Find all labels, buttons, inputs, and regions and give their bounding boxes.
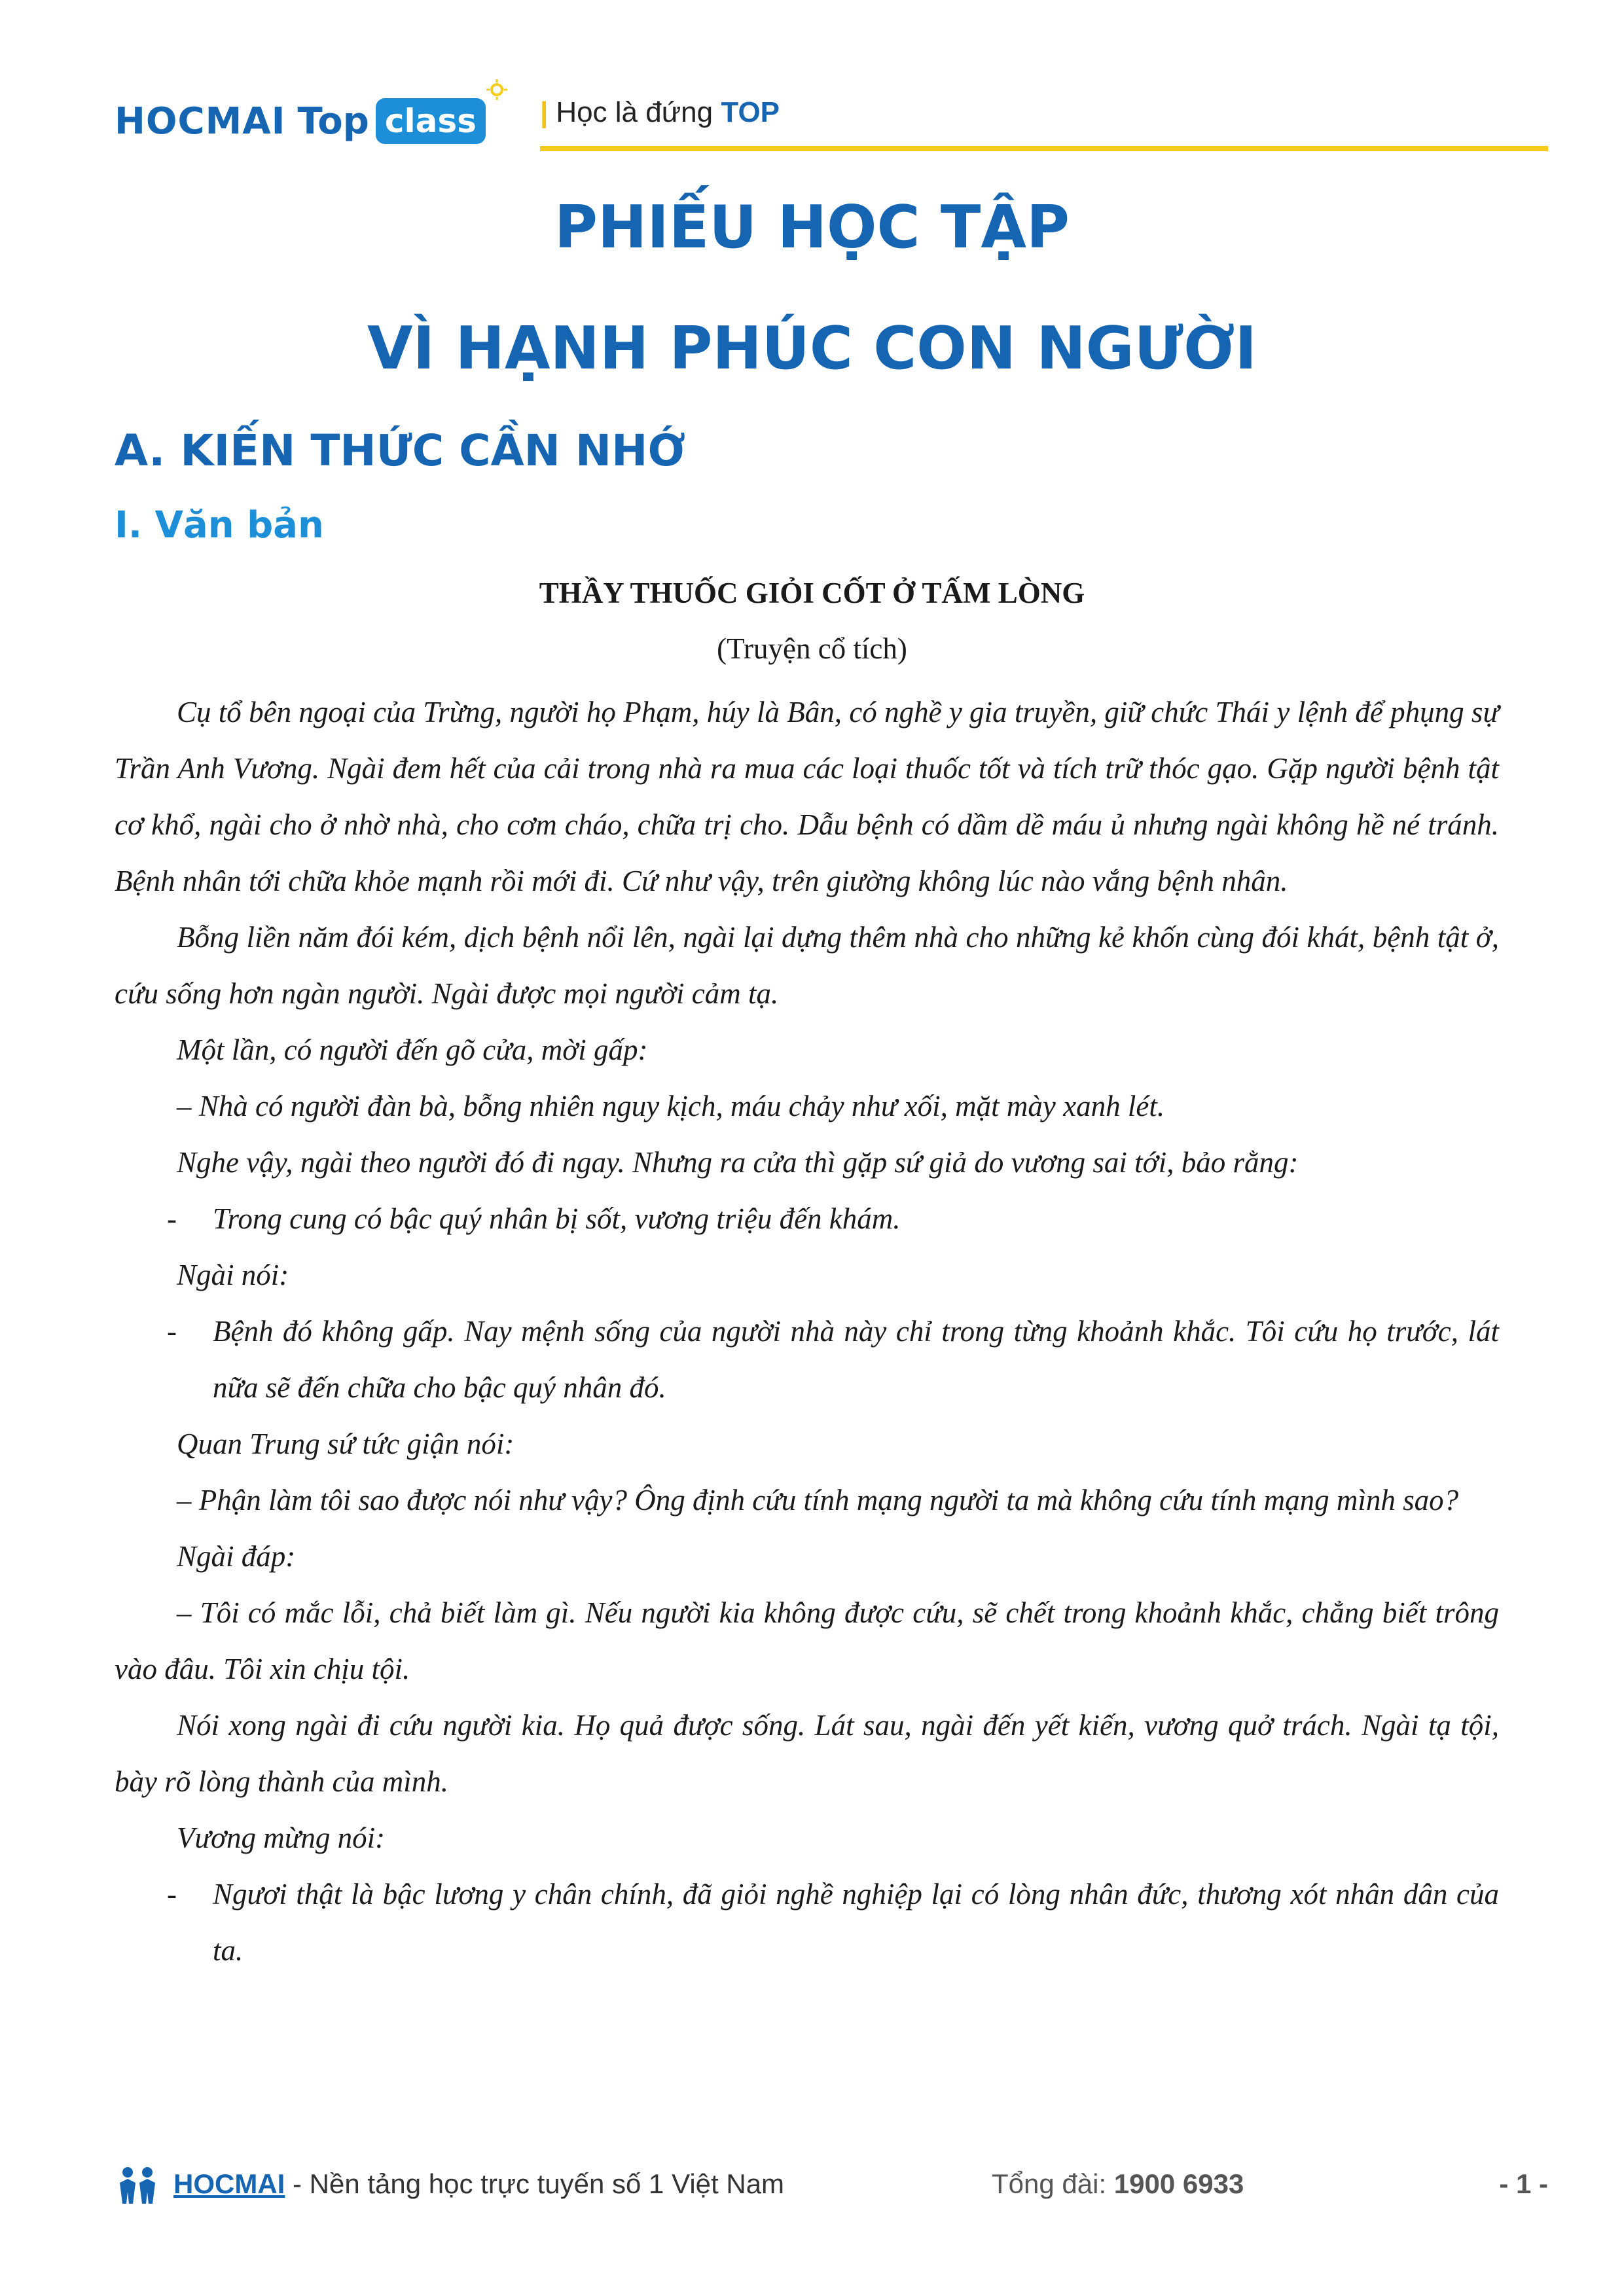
- story-paragraph: [115, 1472, 1499, 1528]
- hotline-number: 1900 6933: [1113, 2168, 1244, 2199]
- line-text: Nói xong ngài đi cứu người kia. Họ quả được sống. Lát sau, ngài đến yết kiến, vương quở trách. Ngài tạ tội, bày rõ lòng thành của mình.: [115, 1709, 1499, 1798]
- header-tagline: | Học là đứng TOP: [540, 96, 780, 128]
- dash-marker: -: [167, 1315, 177, 1348]
- story-paragraph: [115, 1585, 1499, 1697]
- dash-marker: -: [167, 1202, 177, 1235]
- line-text: Một lần, có người đến gõ cửa, mời gấp:: [177, 1033, 648, 1066]
- logo-class-badge: [376, 98, 486, 144]
- page-number: - 1 -: [1499, 2168, 1548, 2199]
- dialogue-line: [115, 1191, 1499, 1247]
- story-paragraph: [115, 1134, 1499, 1191]
- subsection-heading-i: I. Văn bản: [115, 504, 324, 547]
- line-text: – Nhà có người đàn bà, bỗng nhiên nguy kịch, máu chảy như xối, mặt mày xanh lét.: [177, 1090, 1165, 1122]
- tagline-accent: TOP: [721, 96, 780, 128]
- line-text: Vương mừng nói:: [177, 1821, 386, 1854]
- logo-top-text: Top: [297, 99, 369, 143]
- line-text: – Tôi có mắc lỗi, chả biết làm gì. Nếu người kia không được cứu, sẽ chết trong khoảnh khắc, chẳng biết trông vào đâu. Tôi xin chịu tội.: [115, 1596, 1499, 1685]
- story-genre: (Truyện cổ tích): [717, 632, 907, 665]
- story-paragraph: [115, 1528, 1499, 1585]
- dialogue-line: [115, 1303, 1499, 1416]
- hocmai-people-icon: [115, 2163, 160, 2209]
- logo-class-text: class: [384, 102, 477, 140]
- line-text: – Phận làm tôi sao được nói như vậy? Ông định cứu tính mạng người ta mà không cứu tính mạng mình sao?: [177, 1484, 1459, 1516]
- line-text: Ngươi thật là bậc lương y chân chính, đã giỏi nghề nghiệp lại có lòng nhân đức, thương xót nhân dân của ta.: [213, 1878, 1499, 1967]
- footer-slogan: - Nền tảng học trực tuyến số 1 Việt Nam: [285, 2168, 785, 2199]
- hocmai-topclass-logo: [115, 95, 486, 147]
- story-paragraph: [115, 1697, 1499, 1810]
- dash-marker: -: [167, 1878, 177, 1910]
- section-heading-a: A. KIẾN THỨC CẦN NHỚ: [115, 425, 686, 476]
- line-text: Ngài nói:: [177, 1259, 289, 1291]
- story-body: [115, 684, 1499, 1979]
- worksheet-subtitle: VÌ HẠNH PHÚC CON NGƯỜI: [367, 314, 1257, 383]
- header-divider: [540, 146, 1548, 151]
- tagline-text: Học là đứng: [556, 96, 713, 128]
- page-header: [115, 69, 1548, 154]
- story-paragraph: [115, 684, 1499, 909]
- line-text: Trong cung có bậc quý nhân bị sốt, vương triệu đến khám.: [213, 1202, 901, 1235]
- story-paragraph: [115, 909, 1499, 1022]
- line-text: Ngài đáp:: [177, 1540, 296, 1573]
- sun-icon: [486, 79, 508, 101]
- worksheet-title: PHIẾU HỌC TẬP: [554, 193, 1070, 262]
- line-text: Cụ tổ bên ngoại của Trừng, người họ Phạm, húy là Bân, có nghề y gia truyền, giữ chức Thái y lệnh để phụng sự Trần Anh Vương. Ngài đem hết của cải trong nhà ra mua các loại thuốc tốt và tích trữ thóc gạo. Gặp người bệnh tật cơ khổ, ngài cho ở nhờ nhà, cho cơm cháo, chữa trị cho. Dẫu bệnh có dầm dề máu ủ nhưng ngài không hề né tránh. Bệnh nhân tới chữa khỏe mạnh rồi mới đi. Cứ như vậy, trên giường không lúc nào vắng bệnh nhân.: [115, 696, 1499, 897]
- page-footer: [115, 2163, 1548, 2215]
- footer-brand-link[interactable]: HOCMAI: [173, 2168, 285, 2199]
- logo-hocmai-text: HOCMAI: [115, 99, 286, 143]
- story-paragraph: [115, 1022, 1499, 1078]
- line-text: Quan Trung sứ tức giận nói:: [177, 1427, 514, 1460]
- line-text: Nghe vậy, ngài theo người đó đi ngay. Nhưng ra cửa thì gặp sứ giả do vương sai tới, bảo rằng:: [177, 1146, 1299, 1179]
- dialogue-line: [115, 1866, 1499, 1979]
- footer-hotline: [992, 2168, 1244, 2200]
- story-paragraph: [115, 1416, 1499, 1472]
- hotline-label: Tổng đài:: [992, 2168, 1114, 2199]
- story-paragraph: [115, 1247, 1499, 1303]
- story-title: THẦY THUỐC GIỎI CỐT Ở TẤM LÒNG: [539, 577, 1085, 609]
- line-text: Bệnh đó không gấp. Nay mệnh sống của người nhà này chỉ trong từng khoảnh khắc. Tôi cứu họ trước, lát nữa sẽ đến chữa cho bậc quý nhân đó.: [213, 1315, 1499, 1404]
- line-text: Bỗng liền năm đói kém, dịch bệnh nổi lên, ngài lại dựng thêm nhà cho những kẻ khốn cùng đói khát, bệnh tật ở, cứu sống hơn ngàn người. Ngài được mọi người cảm tạ.: [115, 921, 1499, 1010]
- story-paragraph: [115, 1810, 1499, 1866]
- story-paragraph: [115, 1078, 1499, 1134]
